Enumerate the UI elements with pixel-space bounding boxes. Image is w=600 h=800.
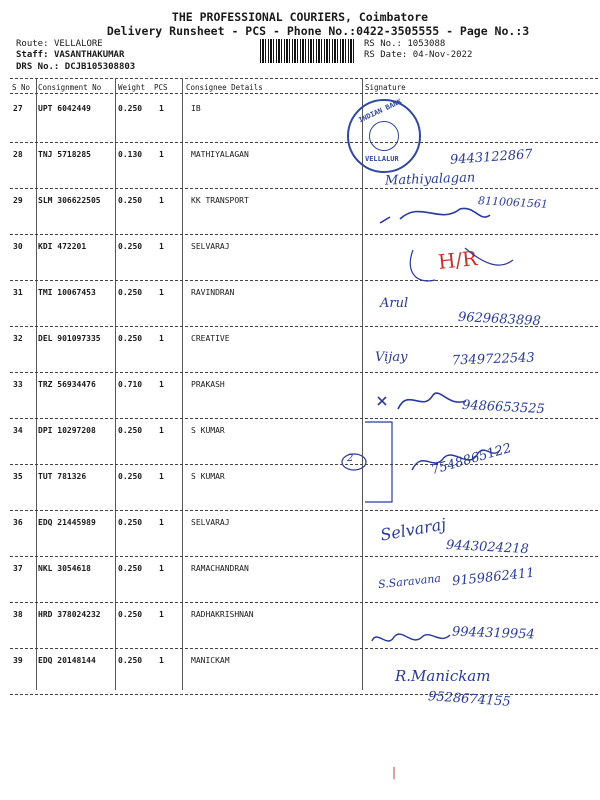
column-header-consignment: Consignment No — [38, 83, 102, 92]
barcode — [260, 39, 356, 63]
handwritten-phone: 9443024218 — [445, 537, 530, 558]
handwritten-signature: Selvaraj — [378, 514, 448, 545]
row-sno: 32 — [13, 334, 23, 343]
row-sno: 30 — [13, 242, 23, 251]
row-consignee: PRAKASH — [191, 380, 225, 389]
row-consignment-no: TMI 10067453 — [38, 288, 96, 297]
row-rule — [10, 142, 598, 143]
row-pcs: 1 — [159, 472, 164, 481]
row-consignment-no: EDQ 20148144 — [38, 656, 96, 665]
handwritten-phone: 8110061561 — [477, 194, 549, 211]
stamp-text-bank: INDIAN BANK — [357, 97, 403, 125]
rs-no-line — [364, 39, 445, 49]
handwritten-signature: S.Saravana — [377, 571, 442, 592]
row-weight: 0.250 — [118, 196, 143, 205]
row-sno: 37 — [13, 564, 23, 573]
handwritten-phone: 9486653525 — [461, 397, 546, 418]
table-top-rule — [10, 78, 598, 79]
drs-label: DRS No.: — [16, 62, 60, 72]
row-rule — [10, 234, 598, 235]
row-consignee: IB — [191, 104, 201, 113]
drs-line — [16, 62, 135, 72]
row-weight: 0.250 — [118, 426, 143, 435]
column-header-sno: S No — [12, 83, 31, 92]
document-title: THE PROFESSIONAL COURIERS, Coimbatore — [171, 10, 429, 24]
bank-stamp — [347, 99, 421, 173]
row-pcs: 1 — [159, 610, 164, 619]
row-sno: 33 — [13, 380, 23, 389]
row-weight: 0.710 — [118, 380, 143, 389]
column-header-pcs: PCS — [154, 83, 168, 92]
rs-no-label: RS No.: — [364, 39, 402, 49]
row-consignee: KK TRANSPORT — [191, 196, 249, 205]
handwritten-phone: 9944319954 — [451, 624, 535, 643]
handwritten-phone: 7349722543 — [451, 350, 535, 369]
row-consignee: RADHAKRISHNAN — [191, 610, 254, 619]
row-sno: 27 — [13, 104, 23, 113]
row-consignee: S KUMAR — [191, 472, 225, 481]
document-subtitle: Delivery Runsheet - PCS - Phone No.:0422-3505555 - Page No.:3 — [106, 24, 530, 38]
row-pcs: 1 — [159, 242, 164, 251]
row-pcs: 1 — [159, 150, 164, 159]
row-rule — [10, 464, 598, 465]
handwritten-scribble — [405, 240, 515, 290]
row-weight: 0.250 — [118, 242, 143, 251]
handwritten-signature: Vijay — [375, 350, 408, 365]
row-sno: 28 — [13, 150, 23, 159]
row-rule — [10, 648, 598, 649]
handwritten-mark: H/R — [436, 246, 479, 274]
row-consignment-no: TRZ 56934476 — [38, 380, 96, 389]
row-consignment-no: HRD 378024232 — [38, 610, 101, 619]
row-rule — [10, 372, 598, 373]
row-sno: 36 — [13, 518, 23, 527]
table-row — [0, 466, 600, 512]
row-sno: 29 — [13, 196, 23, 205]
row-sno: 31 — [13, 288, 23, 297]
route-value: VELLALORE — [53, 39, 103, 49]
table-row — [0, 98, 600, 144]
row-weight: 0.130 — [118, 150, 143, 159]
row-pcs: 1 — [159, 104, 164, 113]
row-weight: 0.250 — [118, 610, 143, 619]
staff-line — [16, 50, 124, 60]
row-consignee: MANICKAM — [191, 656, 230, 665]
row-rule — [10, 188, 598, 189]
row-rule — [10, 418, 598, 419]
row-pcs: 1 — [159, 196, 164, 205]
handwritten-tamil-signature — [372, 625, 452, 653]
column-header-consignee: Consignee Details — [186, 83, 263, 92]
row-consignment-no: DPI 10297208 — [38, 426, 96, 435]
handwritten-phone: 9443122867 — [449, 147, 534, 168]
row-weight: 0.250 — [118, 334, 143, 343]
row-consignee: CREATIVE — [191, 334, 230, 343]
row-pcs: 1 — [159, 334, 164, 343]
rs-date-value: 04-Nov-2022 — [412, 50, 473, 60]
handwritten-phone: 9159862411 — [451, 565, 536, 590]
table-row — [0, 420, 600, 466]
drs-value: DCJB105308803 — [64, 62, 136, 72]
handwritten-phone: 9629683898 — [457, 309, 542, 330]
handwritten-signature-scribble — [378, 385, 468, 415]
handwritten-phone: 9528674155 — [427, 689, 512, 710]
row-sno: 35 — [13, 472, 23, 481]
row-pcs: 1 — [159, 518, 164, 527]
row-weight: 0.250 — [118, 518, 143, 527]
row-rule — [10, 510, 598, 511]
row-consignment-no: TNJ 5718285 — [38, 150, 91, 159]
row-consignment-no: SLM 306622505 — [38, 196, 101, 205]
row-consignment-no: UPT 6042449 — [38, 104, 91, 113]
row-consignee: SELVARAJ — [191, 242, 230, 251]
row-consignment-no: KDI 472201 — [38, 242, 87, 251]
row-weight: 0.250 — [118, 564, 143, 573]
row-consignee: MATHIYALAGAN — [191, 150, 249, 159]
handwritten-signature: R.Manickam — [395, 667, 491, 685]
row-consignee: RAVINDRAN — [191, 288, 235, 297]
row-pcs: 1 — [159, 426, 164, 435]
row-weight: 0.250 — [118, 656, 143, 665]
table-row — [0, 650, 600, 696]
stamp-logo-icon — [369, 121, 399, 151]
row-sno: 39 — [13, 656, 23, 665]
stamp-text-branch: VELLALUR — [365, 155, 399, 163]
column-header-signature: Signature — [365, 83, 406, 92]
row-consignment-no: DEL 901097335 — [38, 334, 101, 343]
handwritten-signature: Mathiyalagan — [384, 170, 476, 189]
row-rule — [10, 602, 598, 603]
rs-date-label: RS Date: — [364, 50, 408, 60]
row-pcs: 1 — [159, 564, 164, 573]
circled-number: 2 — [347, 453, 354, 464]
staff-label: Staff: — [16, 50, 49, 60]
row-consignment-no: EDQ 21445989 — [38, 518, 96, 527]
row-consignment-no: TUT 781326 — [38, 472, 87, 481]
row-consignee: S KUMAR — [191, 426, 225, 435]
row-consignee: SELVARAJ — [191, 518, 230, 527]
handwritten-phone: 7548865122 — [429, 440, 514, 479]
handwritten-signature-scribble — [380, 195, 490, 235]
rs-no-value: 1053088 — [407, 39, 446, 49]
row-pcs: 1 — [159, 656, 164, 665]
route-label: Route: — [16, 39, 49, 49]
row-pcs: 1 — [159, 380, 164, 389]
row-sno: 38 — [13, 610, 23, 619]
staff-value: VASANTHAKUMAR — [53, 50, 125, 60]
row-consignee: RAMACHANDRAN — [191, 564, 249, 573]
row-weight: 0.250 — [118, 288, 143, 297]
red-ink-mark: | — [392, 765, 397, 779]
row-weight: 0.250 — [118, 104, 143, 113]
route-line — [16, 39, 103, 49]
handwritten-signature: Arul — [380, 296, 409, 311]
column-header-weight: Weight — [118, 83, 146, 92]
row-consignment-no: NKL 3054618 — [38, 564, 91, 573]
row-weight: 0.250 — [118, 472, 143, 481]
row-pcs: 1 — [159, 288, 164, 297]
row-sno: 34 — [13, 426, 23, 435]
rs-date-line — [364, 50, 472, 60]
table-header-rule — [10, 93, 598, 94]
